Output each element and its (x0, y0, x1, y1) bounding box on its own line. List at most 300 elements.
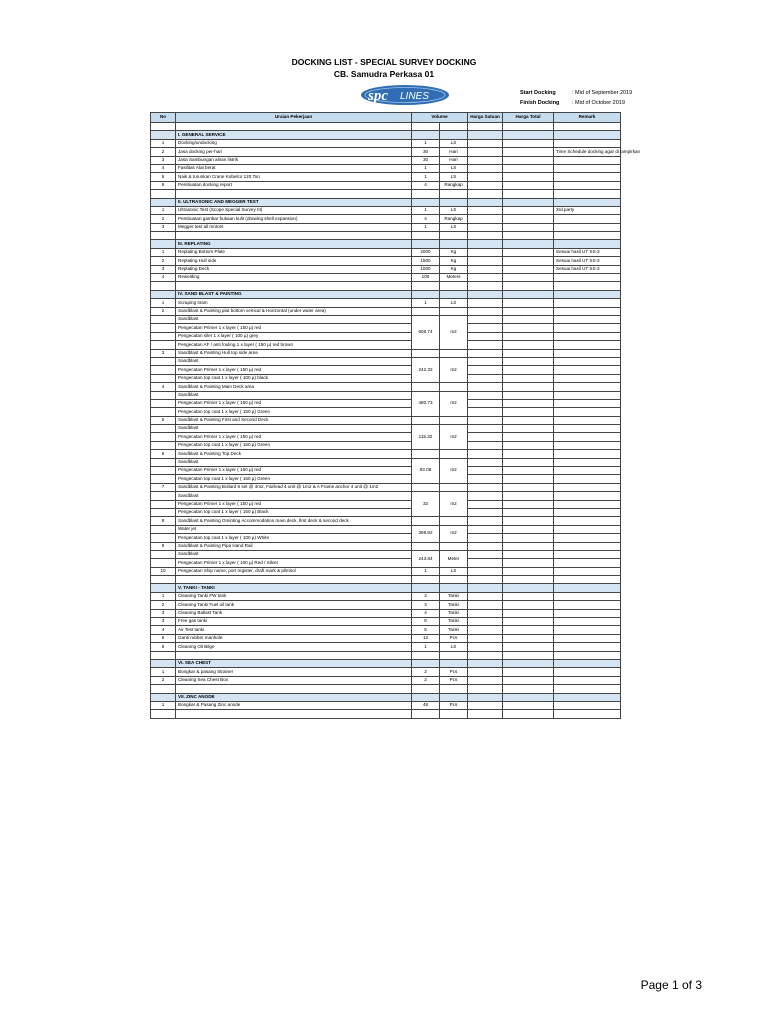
row-no: 1 (151, 701, 176, 709)
row-description: Sandblast & Painting Ominting Accommodation main deck, first deck & second deck (176, 517, 412, 525)
section-cell-total (503, 693, 554, 701)
row-no: 5 (151, 634, 176, 642)
row-remark (554, 458, 621, 466)
spacer-row (151, 190, 621, 198)
section-no-cell (151, 660, 176, 668)
row-unit: m2 (440, 357, 468, 382)
row-unit-price (468, 173, 503, 181)
row-unit: LS (440, 139, 468, 147)
spacer-cell-desc (176, 710, 412, 718)
row-no (151, 408, 176, 416)
table-row (151, 626, 621, 634)
spacer-cell-no (151, 190, 176, 198)
row-remark (554, 374, 621, 382)
row-unit-price (468, 542, 503, 550)
spacer-cell-no (151, 232, 176, 240)
row-description: Pengecatan Primer 1 x layer ( 150 µ) red (176, 324, 412, 332)
section-no-cell (151, 240, 176, 248)
table-row (151, 618, 621, 626)
section-no-cell (151, 198, 176, 206)
table-row (151, 550, 621, 558)
table-row (151, 634, 621, 642)
row-unit: Kg (440, 265, 468, 273)
row-no: 2 (151, 676, 176, 684)
row-unit: LS (440, 643, 468, 651)
section-cell-price (468, 198, 503, 206)
section-cell-unit (440, 240, 468, 248)
row-description: Fasilitas Alat berat (176, 164, 412, 172)
row-remark (554, 139, 621, 147)
spacer-cell-unit (440, 685, 468, 693)
row-unit-price (468, 332, 503, 340)
row-volume: 2 (412, 668, 440, 676)
row-volume: 1 (412, 299, 440, 307)
row-description: Pengecatan AF / anti fouling 1 x layer ( 150 µ) red brown (176, 341, 412, 349)
row-no (151, 357, 176, 365)
row-total-price (503, 601, 554, 609)
row-volume: 32 (412, 492, 440, 517)
row-description: Sandblast (176, 492, 412, 500)
section-cell-total (503, 240, 554, 248)
section-cell-vol (412, 584, 440, 592)
row-no: 5 (151, 416, 176, 424)
section-title: I. GENERAL SERVICE (176, 131, 412, 139)
row-total-price (503, 609, 554, 617)
row-total-price (503, 391, 554, 399)
row-unit-price (468, 416, 503, 424)
row-unit (440, 307, 468, 315)
row-volume (412, 483, 440, 491)
row-remark (554, 223, 621, 231)
spacer-cell-no (151, 123, 176, 131)
row-description: Air Test tanki (176, 626, 412, 634)
spacer-cell-total (503, 232, 554, 240)
row-total-price (503, 148, 554, 156)
section-cell-price (468, 290, 503, 298)
row-total-price (503, 433, 554, 441)
row-total-price (503, 525, 554, 533)
row-description: Cleaning Tanki Fuel oil tank (176, 601, 412, 609)
row-total-price (503, 559, 554, 567)
spacer-cell-unit (440, 190, 468, 198)
row-remark (554, 383, 621, 391)
table-row (151, 324, 621, 332)
row-no: 2 (151, 601, 176, 609)
row-no: 2 (151, 257, 176, 265)
row-total-price (503, 274, 554, 282)
row-remark (554, 492, 621, 500)
row-no (151, 550, 176, 558)
row-volume: 1 (412, 206, 440, 214)
table-row (151, 139, 621, 147)
title-line-2: CB. Samudra Perkasa 01 (333, 69, 435, 79)
row-description: Ultrasonic Test (Scope Special Survey III) (176, 206, 412, 214)
spacer-cell-desc (176, 232, 412, 240)
row-unit-price (468, 257, 503, 265)
spacer-cell-remark (554, 685, 621, 693)
row-no (151, 467, 176, 475)
row-no: 2 (151, 148, 176, 156)
row-description: Water jet (176, 525, 412, 533)
row-description: Jasa Sambungan aliran listrik (176, 156, 412, 164)
row-volume: 1 (412, 643, 440, 651)
table-row (151, 206, 621, 214)
row-unit: Pcs (440, 701, 468, 709)
row-remark (554, 609, 621, 617)
spacer-cell-no (151, 685, 176, 693)
row-remark (554, 274, 621, 282)
row-description: Pengecatan Primer 1 x layer ( 100 µ) Red / Silver (176, 559, 412, 567)
row-no: 3 (151, 223, 176, 231)
row-no: 4 (151, 164, 176, 172)
section-title: V. TANKI - TANKI (176, 584, 412, 592)
table-row (151, 517, 621, 525)
row-unit-price (468, 206, 503, 214)
row-unit-price (468, 315, 503, 323)
row-remark (554, 349, 621, 357)
row-total-price (503, 643, 554, 651)
section-cell-unit (440, 660, 468, 668)
table-row (151, 609, 621, 617)
table-row (151, 215, 621, 223)
row-description: Pengecatan siler 1 x layer ( 100 µ) grey (176, 332, 412, 340)
row-volume: 1 (412, 173, 440, 181)
section-cell-remark (554, 131, 621, 139)
row-volume (412, 383, 440, 391)
row-total-price (503, 508, 554, 516)
row-remark (554, 181, 621, 189)
table-row (151, 450, 621, 458)
row-unit: Tanki (440, 592, 468, 600)
row-unit: LS (440, 173, 468, 181)
finish-docking-value: : Mid of October 2019 (572, 99, 625, 106)
row-no (151, 324, 176, 332)
table-body (151, 123, 641, 719)
spacer-cell-total (503, 190, 554, 198)
spacer-cell-price (468, 190, 503, 198)
row-remark (554, 592, 621, 600)
row-remark (554, 550, 621, 558)
spacer-cell-total (503, 685, 554, 693)
section-cell-remark (554, 240, 621, 248)
spacer-cell-price (468, 282, 503, 290)
row-remark (554, 534, 621, 542)
row-unit-price (468, 492, 503, 500)
row-volume: 4 (412, 181, 440, 189)
spacer-cell-remark (554, 282, 621, 290)
row-volume: 12 (412, 634, 440, 642)
table-row (151, 425, 621, 433)
row-remark (554, 315, 621, 323)
finish-docking-label: Finish Docking (520, 99, 560, 106)
row-total-price (503, 139, 554, 147)
section-cell-unit (440, 693, 468, 701)
row-unit: LS (440, 299, 468, 307)
row-total-price (503, 676, 554, 684)
row-description: Sandblast (176, 315, 412, 323)
spacer-cell-desc (176, 685, 412, 693)
row-remark (554, 626, 621, 634)
title-line-1: DOCKING LIST - SPECIAL SURVEY DOCKING (291, 57, 477, 67)
row-no (151, 534, 176, 542)
row-volume: 2 (412, 676, 440, 684)
section-title: VII. ZINC ANODE (176, 693, 412, 701)
row-remark (554, 332, 621, 340)
spacer-cell-remark (554, 651, 621, 659)
spacer-cell-vol (412, 282, 440, 290)
table-row (151, 315, 621, 323)
row-no: 4 (151, 383, 176, 391)
table-row (151, 483, 621, 491)
section-cell-price (468, 584, 503, 592)
table-row (151, 248, 621, 256)
spacer-cell-desc (176, 123, 412, 131)
spacer-cell-remark (554, 232, 621, 240)
section-cell-remark (554, 198, 621, 206)
row-description: Pengecatan top coat 1 x layer ( 150 µ) Green (176, 408, 412, 416)
row-unit: m2 (440, 425, 468, 450)
row-description: Pengecatan top coat 1 x layer ( 150 µ) Green (176, 475, 412, 483)
table-row (151, 525, 621, 533)
section-cell-unit (440, 198, 468, 206)
row-total-price (503, 626, 554, 634)
row-description: Sandblast & Painting Hull top side area (176, 349, 412, 357)
row-unit-price (468, 324, 503, 332)
row-unit-price (468, 626, 503, 634)
col-header-no: No (151, 113, 176, 123)
row-total-price (503, 592, 554, 600)
row-description: Cleaning Sea Chest Box (176, 676, 412, 684)
row-unit-price (468, 441, 503, 449)
spacer-cell-remark (554, 576, 621, 584)
section-row (151, 240, 621, 248)
logo-text-lines: LINES (400, 91, 429, 102)
table-row (151, 441, 621, 449)
row-total-price (503, 399, 554, 407)
row-description: Cleaning Oil Bilge (176, 643, 412, 651)
row-no: 1 (151, 139, 176, 147)
logo-text-spc: spc (368, 88, 388, 104)
spacer-cell-price (468, 123, 503, 131)
row-remark (554, 668, 621, 676)
row-volume: 1 (412, 164, 440, 172)
table-row (151, 559, 621, 567)
row-unit: Pcs (440, 634, 468, 642)
spacer-cell-unit (440, 576, 468, 584)
row-volume (412, 307, 440, 315)
row-unit-price (468, 391, 503, 399)
row-no (151, 332, 176, 340)
row-volume: 2000 (412, 248, 440, 256)
row-unit-price (468, 450, 503, 458)
row-unit: Rangkap (440, 215, 468, 223)
row-no (151, 458, 176, 466)
section-title: II. ULTRASONIC AND MEGGER TEST (176, 198, 412, 206)
row-volume: 5 (412, 626, 440, 634)
spacer-cell-unit (440, 232, 468, 240)
table-row (151, 307, 621, 315)
table-row (151, 601, 621, 609)
section-cell-price (468, 240, 503, 248)
table-row (151, 366, 621, 374)
row-description: Replating Deck (176, 265, 412, 273)
row-no: 8 (151, 517, 176, 525)
table-row (151, 357, 621, 365)
row-unit-price (468, 525, 503, 533)
row-unit-price (468, 139, 503, 147)
section-no-cell (151, 290, 176, 298)
row-total-price (503, 307, 554, 315)
row-volume (412, 450, 440, 458)
section-cell-vol (412, 693, 440, 701)
table-row (151, 542, 621, 550)
row-no (151, 399, 176, 407)
row-unit-price (468, 701, 503, 709)
row-description: Pengecatan Ship name, port register, draft mark & plimsol (176, 567, 412, 575)
section-cell-total (503, 198, 554, 206)
section-cell-remark (554, 584, 621, 592)
row-remark (554, 357, 621, 365)
section-row (151, 131, 621, 139)
row-volume (412, 542, 440, 550)
row-unit-price (468, 408, 503, 416)
spacer-cell-total (503, 123, 554, 131)
row-unit-price (468, 550, 503, 558)
table-row (151, 173, 621, 181)
row-unit (440, 383, 468, 391)
row-unit-price (468, 425, 503, 433)
row-unit-price (468, 349, 503, 357)
row-remark (554, 567, 621, 575)
section-row (151, 584, 621, 592)
row-total-price (503, 550, 554, 558)
row-volume: 2 (412, 592, 440, 600)
row-total-price (503, 492, 554, 500)
table-row (151, 408, 621, 416)
row-unit-price (468, 500, 503, 508)
row-unit-price (468, 274, 503, 282)
row-description: Pengecatan Primer 1 x layer ( 150 µ) red (176, 399, 412, 407)
row-volume: 115.32 (412, 425, 440, 450)
section-cell-total (503, 290, 554, 298)
row-unit: Tanki (440, 618, 468, 626)
row-total-price (503, 366, 554, 374)
row-volume: 398.82 (412, 525, 440, 542)
row-remark: Time Schedule docking agar di lampirkan (554, 148, 621, 156)
row-description: Sandblast (176, 550, 412, 558)
spacer-cell-price (468, 651, 503, 659)
row-total-price (503, 542, 554, 550)
spacer-cell-no (151, 282, 176, 290)
row-description: Pengecatan Primer 1 x layer ( 150 µ) red (176, 467, 412, 475)
row-no (151, 433, 176, 441)
spacer-cell-total (503, 651, 554, 659)
table-row (151, 349, 621, 357)
row-remark (554, 450, 621, 458)
row-no (151, 315, 176, 323)
row-unit-price (468, 592, 503, 600)
spacer-row (151, 232, 621, 240)
row-unit-price (468, 215, 503, 223)
row-remark (554, 416, 621, 424)
row-description: Replating Bottom Plate (176, 248, 412, 256)
row-unit-price (468, 559, 503, 567)
row-volume: 243.84 (412, 550, 440, 567)
row-no: 5 (151, 173, 176, 181)
row-remark (554, 425, 621, 433)
table-row (151, 592, 621, 600)
table-row (151, 567, 621, 575)
spacer-cell-unit (440, 282, 468, 290)
spc-lines-logo (360, 84, 450, 106)
row-total-price (503, 475, 554, 483)
table-row (151, 643, 621, 651)
row-description: Pembuatan gambar bukaan kulit (drawing shell expansion) (176, 215, 412, 223)
row-no: 10 (151, 567, 176, 575)
section-cell-total (503, 660, 554, 668)
row-unit-price (468, 567, 503, 575)
row-remark (554, 341, 621, 349)
table-row (151, 299, 621, 307)
row-unit-price (468, 341, 503, 349)
section-cell-total (503, 131, 554, 139)
table-row (151, 475, 621, 483)
row-remark (554, 399, 621, 407)
row-no (151, 391, 176, 399)
table-row (151, 467, 621, 475)
row-no (151, 559, 176, 567)
section-row (151, 198, 621, 206)
row-no: 1 (151, 592, 176, 600)
spacer-cell-unit (440, 710, 468, 718)
section-cell-vol (412, 131, 440, 139)
row-description: Docking/undocking (176, 139, 412, 147)
row-description: Pengecatan Primer 1 x layer ( 150 µ) red (176, 500, 412, 508)
row-no: 1 (151, 248, 176, 256)
spacer-cell-remark (554, 123, 621, 131)
spacer-cell-price (468, 685, 503, 693)
row-unit-price (468, 299, 503, 307)
spacer-cell-price (468, 576, 503, 584)
row-total-price (503, 332, 554, 340)
row-remark (554, 500, 621, 508)
row-description: Naik & turunkan Crane Kobelco 120 Ton (176, 173, 412, 181)
row-unit (440, 450, 468, 458)
row-description: Sandblast (176, 357, 412, 365)
table-row (151, 534, 621, 542)
row-total-price (503, 450, 554, 458)
table-row (151, 257, 621, 265)
row-no: 4 (151, 626, 176, 634)
row-total-price (503, 173, 554, 181)
spacer-cell-price (468, 232, 503, 240)
spacer-cell-desc (176, 190, 412, 198)
row-volume: 1 (412, 567, 440, 575)
row-description: Pembuatan docking report (176, 181, 412, 189)
section-no-cell (151, 584, 176, 592)
row-total-price (503, 164, 554, 172)
table-row (151, 374, 621, 382)
row-unit (440, 517, 468, 525)
row-unit-price (468, 475, 503, 483)
row-no (151, 492, 176, 500)
table-row (151, 676, 621, 684)
row-unit: Meter (440, 550, 468, 567)
row-unit-price (468, 307, 503, 315)
row-volume: 1000 (412, 265, 440, 273)
spacer-cell-remark (554, 710, 621, 718)
spacer-row (151, 651, 621, 659)
